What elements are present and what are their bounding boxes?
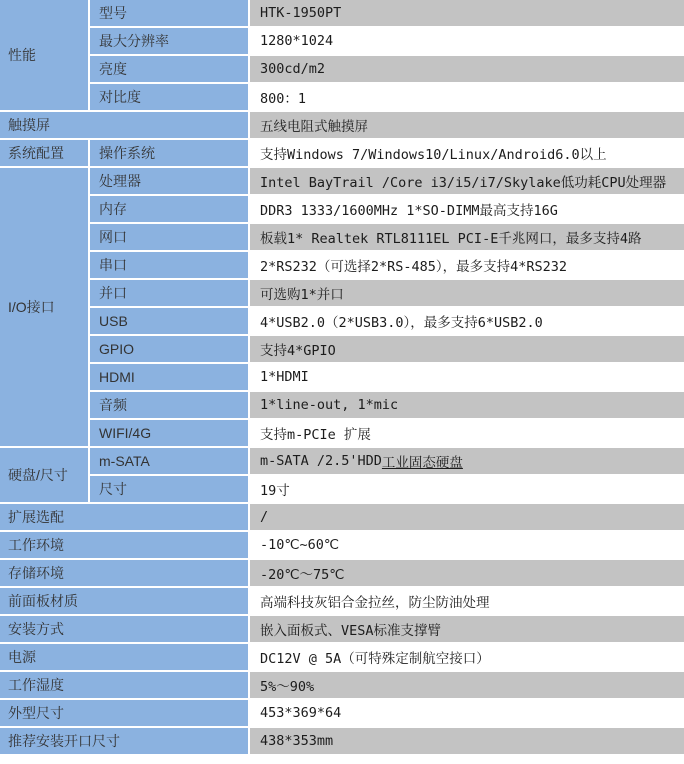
- spec-row-label: 操作系统: [90, 140, 248, 166]
- spec-row-value: [250, 700, 684, 726]
- spec-value-text: 支持4*GPIO: [260, 343, 336, 359]
- spec-row-value: [250, 448, 684, 474]
- spec-category-cell: 安装方式: [0, 616, 248, 642]
- spec-row-value: [250, 224, 684, 250]
- spec-value-text: 板载1* Realtek RTL8111EL PCI-E千兆网口，最多支持4路: [260, 231, 642, 247]
- spec-row-value: [250, 112, 684, 138]
- spec-row-label: 对比度: [90, 84, 248, 110]
- spec-row-label: 音频: [90, 392, 248, 418]
- spec-row-value: [250, 616, 684, 642]
- spec-category-cell: 触摸屏: [0, 112, 248, 138]
- spec-value-text: 1*line-out, 1*mic: [260, 397, 399, 413]
- spec-row-value: [250, 392, 684, 418]
- spec-row-value: [250, 504, 684, 530]
- spec-row-label: 最大分辨率: [90, 28, 248, 54]
- spec-row-label: 内存: [90, 196, 248, 222]
- spec-row-label: m-SATA: [90, 448, 248, 474]
- spec-row-value: [250, 168, 684, 194]
- spec-row-label: 网口: [90, 224, 248, 250]
- spec-value-text: 19寸: [260, 483, 290, 499]
- spec-value-text: 2*RS232（可选择2*RS-485），最多支持4*RS232: [260, 259, 568, 275]
- spec-value-text: 嵌入面板式、VESA标准支撑臂: [260, 623, 442, 639]
- spec-value-text: 300cd/m2: [260, 61, 326, 77]
- spec-value-text: 可选购1*并口: [260, 287, 344, 303]
- spec-category-cell: 硬盘/尺寸: [0, 448, 88, 502]
- spec-row-label: HDMI: [90, 364, 248, 390]
- spec-row-label: 尺寸: [90, 476, 248, 502]
- spec-value-text: -10℃~60℃: [260, 537, 340, 553]
- spec-row-value: [250, 140, 684, 166]
- spec-row-label: GPIO: [90, 336, 248, 362]
- spec-row-value: [250, 336, 684, 362]
- spec-value-text: 支持Windows 7/Windows10/Linux/Android6.0以上: [260, 147, 607, 163]
- spec-row-value: [250, 560, 684, 586]
- spec-row-label: WIFI/4G: [90, 420, 248, 446]
- spec-row-value: [250, 364, 684, 390]
- spec-value-text: 453*369*64: [260, 705, 342, 721]
- spec-category-cell: 工作环境: [0, 532, 248, 558]
- spec-row-label: 并口: [90, 280, 248, 306]
- spec-category-cell: 扩展选配: [0, 504, 248, 530]
- spec-row-value: [250, 28, 684, 54]
- spec-category-cell: 系统配置: [0, 140, 88, 166]
- spec-value-text: DDR3 1333/1600MHz 1*SO-DIMM最高支持16G: [260, 203, 558, 219]
- spec-category-cell: I/O接口: [0, 168, 88, 446]
- spec-value-text: 五线电阻式触摸屏: [260, 119, 368, 135]
- spec-category-cell: 工作湿度: [0, 672, 248, 698]
- spec-value-text: DC12V @ 5A（可特殊定制航空接口）: [260, 651, 490, 667]
- spec-row-value: [250, 672, 684, 698]
- spec-row-value: [250, 308, 684, 334]
- spec-row-label: 串口: [90, 252, 248, 278]
- spec-category-cell: 前面板材质: [0, 588, 248, 614]
- spec-row-value: [250, 280, 684, 306]
- spec-row-value: [250, 84, 684, 110]
- spec-value-text: 5%～90%: [260, 679, 315, 695]
- spec-value-text: Intel BayTrail /Core i3/i5/i7/Skylake低功耗CPU处理器: [260, 175, 667, 191]
- spec-row-label: 处理器: [90, 168, 248, 194]
- spec-row-value: [250, 588, 684, 614]
- spec-category-cell: 外型尺寸: [0, 700, 248, 726]
- spec-value-text: /: [260, 509, 269, 525]
- spec-row-value: [250, 644, 684, 670]
- spec-row-label: USB: [90, 308, 248, 334]
- spec-value-text: 1*HDMI: [260, 369, 309, 385]
- spec-category-cell: 性能: [0, 0, 88, 110]
- spec-row-value: [250, 196, 684, 222]
- spec-value-text: m-SATA /2.5'HDD: [260, 453, 382, 469]
- spec-row-label: 亮度: [90, 56, 248, 82]
- spec-row-value: [250, 728, 684, 754]
- spec-category-cell: 电源: [0, 644, 248, 670]
- spec-row-value: [250, 476, 684, 502]
- spec-row-value: [250, 252, 684, 278]
- spec-row-value: [250, 420, 684, 446]
- spec-row-value: [250, 0, 684, 26]
- spec-value-text: 高端科技灰铝合金拉丝，防尘防油处理: [260, 595, 490, 611]
- spec-value-text: 支持m-PCIe 扩展: [260, 427, 371, 443]
- spec-value-text: 4*USB2.0（2*USB3.0），最多支持6*USB2.0: [260, 315, 543, 331]
- spec-value-text: 800：1: [260, 91, 307, 107]
- spec-value-text: -20℃～75℃: [260, 567, 345, 583]
- spec-row-label: 型号: [90, 0, 248, 26]
- spec-category-cell: 推荐安装开口尺寸: [0, 728, 248, 754]
- spec-value-text: 438*353mm: [260, 733, 334, 749]
- spec-value-text: HTK-1950PT: [260, 5, 342, 21]
- spec-category-cell: 存储环境: [0, 560, 248, 586]
- spec-row-value: [250, 56, 684, 82]
- spec-row-value: [250, 532, 684, 558]
- spec-value-underlined: 工业固态硬盘: [381, 455, 463, 471]
- spec-value-text: 1280*1024: [260, 33, 334, 49]
